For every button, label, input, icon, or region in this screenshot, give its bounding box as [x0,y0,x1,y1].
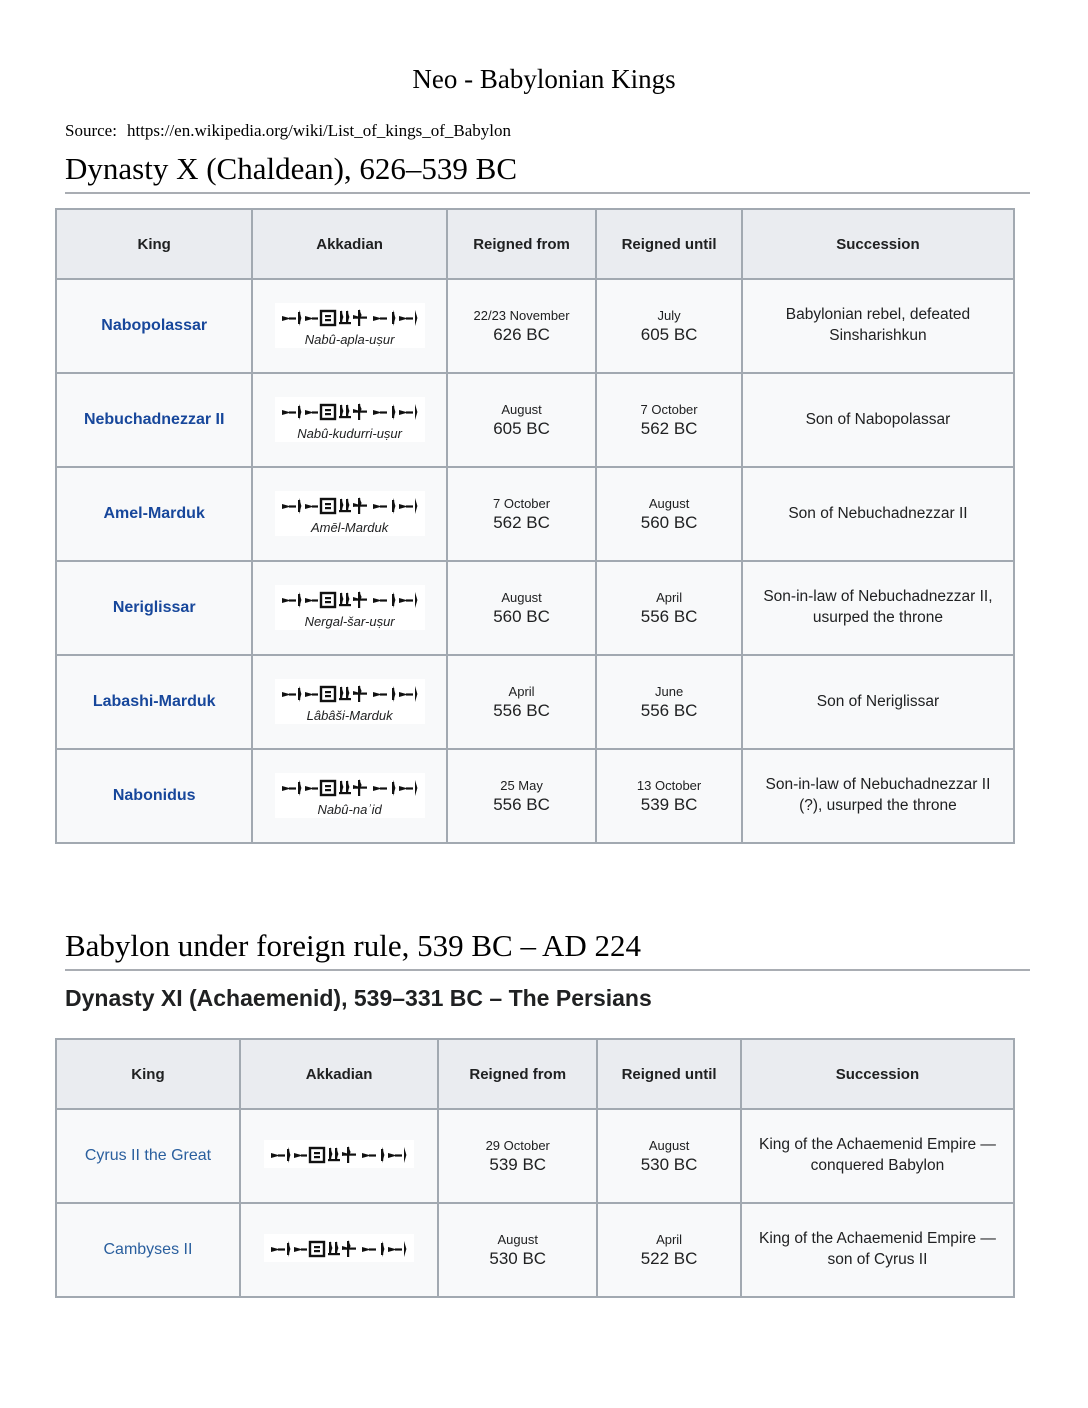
reigned-from-cell [447,655,596,749]
source-label: Source: [65,121,117,140]
table-header-row [56,209,1014,279]
cuneiform-glyphs-icon [270,1143,408,1167]
succession-cell: Son of Nabopolassar [742,373,1014,467]
reigned-from-year: 605 BC [493,418,550,438]
section-chaldean [0,151,1088,844]
succession-cell: Son-in-law of Nebuchadnezzar II, usurped the throne [742,561,1014,655]
table-row [56,1109,1014,1203]
column-header: Reigned until [597,1039,741,1109]
reigned-from-cell [447,749,596,843]
king-link[interactable]: Amel-Marduk [103,505,205,522]
reigned-until-year: 562 BC [640,418,698,438]
reigned-until-cell [596,749,742,843]
sub-heading-achaemenid: Dynasty XI (Achaemenid), 539–331 BC – The Persians [65,985,652,1011]
reigned-from-month: August [501,589,542,605]
reigned-until-cell [596,655,742,749]
cuneiform-glyph-box [275,679,425,724]
reigned-until-year: 556 BC [640,700,698,720]
cuneiform-glyph-box [264,1234,414,1262]
cuneiform-glyph-box [275,773,425,818]
reigned-until-month: July [657,307,681,323]
king-cell [56,373,252,467]
reigned-until-year: 605 BC [640,324,698,344]
king-link[interactable]: Nabonidus [112,787,196,804]
reigned-until-cell [596,561,742,655]
table-row [56,749,1014,843]
succession-cell: Son of Nebuchadnezzar II [742,467,1014,561]
section-heading-foreign-rule: Babylon under foreign rule, 539 BC – AD 224 [65,928,1030,971]
reigned-from-cell [438,1109,597,1203]
reigned-from-month: August [497,1231,538,1247]
reigned-from-month: August [501,401,542,417]
reigned-from-month: 25 May [500,777,543,793]
king-cell [56,561,252,655]
reigned-from-year: 562 BC [493,512,550,532]
reigned-from-year: 626 BC [493,324,550,344]
king-link[interactable]: Labashi-Marduk [92,693,216,710]
reigned-from-month: 22/23 November [473,307,570,323]
akkadian-cell [240,1109,438,1203]
akkadian-transliteration: Nabû-kudurri-uṣur [297,426,402,441]
succession-cell: King of the Achaemenid Empire — son of Cyrus II [741,1203,1014,1297]
reigned-from-month: April [508,683,535,699]
cuneiform-glyph-box [264,1140,414,1168]
reigned-until-month: August [648,495,690,511]
cuneiform-glyphs-icon [281,400,419,424]
reigned-until-year: 539 BC [640,794,698,814]
succession-cell: Son-in-law of Nebuchadnezzar II (?), usurped the throne [742,749,1014,843]
reigned-from-cell [438,1203,597,1297]
succession-cell: Babylonian rebel, defeated Sinsharishkun [742,279,1014,373]
column-header: King [56,209,252,279]
reigned-until-year: 522 BC [640,1248,698,1268]
king-link[interactable]: Neriglissar [112,599,196,616]
akkadian-transliteration: Lâbâši-Marduk [306,708,393,723]
kings-table-achaemenid [55,1038,1015,1298]
cuneiform-glyphs-icon [281,776,419,800]
reigned-until-year: 556 BC [640,606,698,626]
succession-cell: Son of Neriglissar [742,655,1014,749]
reigned-until-month: 7 October [640,401,698,417]
reigned-from-year: 560 BC [493,606,550,626]
reigned-from-year: 530 BC [489,1248,547,1268]
akkadian-cell [252,749,446,843]
reigned-until-year: 560 BC [640,512,698,532]
column-header: Reigned until [596,209,742,279]
column-header: Akkadian [240,1039,438,1109]
table-header-row [56,1039,1014,1109]
reigned-from-cell [447,373,596,467]
akkadian-cell [252,467,446,561]
cuneiform-glyphs-icon [281,306,419,330]
reigned-from-year: 556 BC [493,700,550,720]
reigned-until-month: August [648,1137,690,1153]
king-cell [56,279,252,373]
akkadian-transliteration: Nabû-naʾid [317,802,382,817]
reigned-from-cell [447,561,596,655]
king-cell [56,1203,240,1297]
table-row [56,655,1014,749]
reigned-from-year: 539 BC [489,1154,547,1174]
table-row [56,373,1014,467]
column-header: Reigned from [447,209,596,279]
cuneiform-glyph-box [275,491,425,536]
reigned-from-cell [447,279,596,373]
reigned-until-year: 530 BC [640,1154,698,1174]
reigned-until-cell [597,1203,741,1297]
reigned-until-cell [596,373,742,467]
king-cell [56,1109,240,1203]
reigned-until-cell [597,1109,741,1203]
akkadian-transliteration: Amēl-Marduk [310,520,389,535]
reigned-from-year: 556 BC [493,794,550,814]
king-cell [56,749,252,843]
king-link[interactable]: Nabopolassar [101,317,208,334]
king-cell [56,655,252,749]
page-title: Neo - Babylonian Kings [412,64,676,94]
cuneiform-glyph-box [275,397,425,442]
reigned-from-month: 29 October [485,1137,550,1153]
column-header: Akkadian [252,209,446,279]
akkadian-cell [252,561,446,655]
king-link[interactable]: Cambyses II [103,1241,193,1258]
kings-table-chaldean [55,208,1015,844]
reigned-from-cell [447,467,596,561]
akkadian-transliteration: Nergal-šar-uṣur [304,614,395,629]
akkadian-transliteration: Nabû-apla-uṣur [304,332,395,347]
cuneiform-glyph-box [275,585,425,630]
akkadian-cell [252,655,446,749]
cuneiform-glyphs-icon [281,494,419,518]
reigned-until-cell [596,467,742,561]
table-row [56,279,1014,373]
cuneiform-glyph-box [275,303,425,348]
king-cell [56,467,252,561]
akkadian-cell [240,1203,438,1297]
table-row [56,561,1014,655]
table-row [56,1203,1014,1297]
cuneiform-glyphs-icon [281,588,419,612]
reigned-until-month: April [656,589,683,605]
akkadian-cell [252,373,446,467]
reigned-until-month: 13 October [636,777,702,793]
reigned-until-month: June [654,683,684,699]
table-row [56,467,1014,561]
column-header: Reigned from [438,1039,597,1109]
column-header: Succession [742,209,1014,279]
column-header: Succession [741,1039,1014,1109]
reigned-from-month: 7 October [493,495,551,511]
king-link[interactable]: Nebuchadnezzar II [83,411,225,428]
reigned-until-cell [596,279,742,373]
section-achaemenid [0,928,1088,1298]
section-heading-chaldean: Dynasty X (Chaldean), 626–539 BC [65,151,1030,194]
column-header: King [56,1039,240,1109]
cuneiform-glyphs-icon [270,1237,408,1261]
source-url: https://en.wikipedia.org/wiki/List_of_kings_of_Babylon [126,121,511,140]
akkadian-cell [252,279,446,373]
king-link[interactable]: Cyrus II the Great [84,1147,212,1164]
reigned-until-month: April [656,1231,683,1247]
succession-cell: King of the Achaemenid Empire — conquered Babylon [741,1109,1014,1203]
cuneiform-glyphs-icon [281,682,419,706]
source-line [65,121,1088,141]
